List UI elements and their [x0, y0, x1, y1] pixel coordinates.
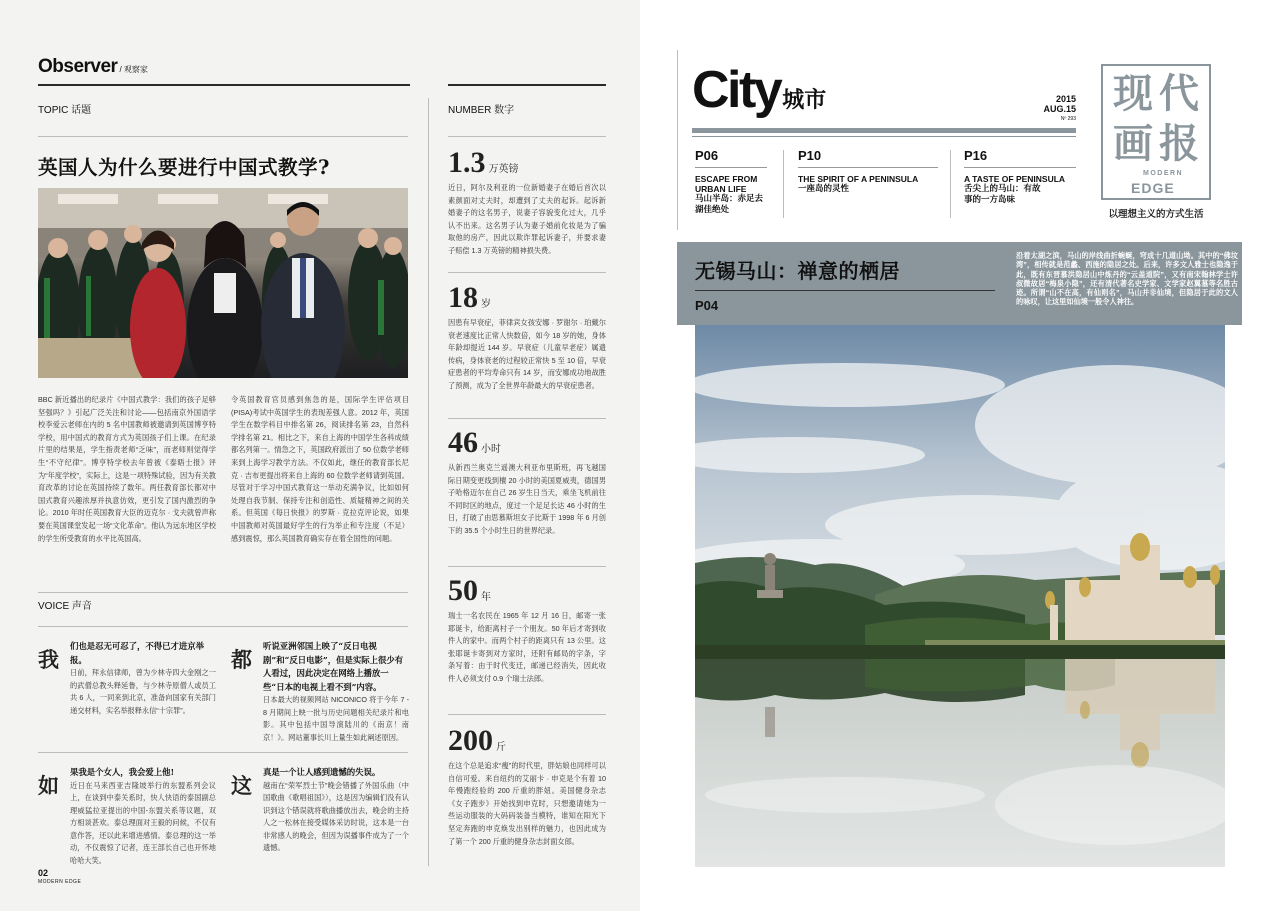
number-value: 50	[448, 574, 478, 607]
toc-title-en: A TASTE OF PENINSULA	[964, 174, 1066, 184]
toc-item-2[interactable]	[798, 148, 958, 195]
voice-initial-char: 我	[38, 647, 59, 672]
number-divider	[448, 714, 606, 715]
number-rule	[448, 136, 606, 137]
logo-tagline: 以理想主义的方式生活	[1108, 209, 1204, 220]
feature-description: 沿着太湖之滨，马山的岸线曲折蜿蜒，穹成十几道山坳。其中的“佛坟湾”，相传就是范蠡、西施的隐居之处。后来，许多文人雅士也隐逸于此，既有东晋慕洪隐居山中炼丹的“云盖道院”，又有南宋翰林学士许叔微故居“梅泉小隐”，还有清代著名史学家、文学家赵翼墓等名胜古迹。所谓“山不在高，有仙则名”，马山并非仙境，但隐居于此的文人的咏叹，让这里如仙境一般令人神往。	[1016, 251, 1238, 307]
number-value: 200	[448, 724, 493, 757]
number-unit: 小时	[481, 444, 501, 455]
number-item-3	[448, 426, 606, 538]
toc-title-cn: 舌尖上的马山：有故事的一方岛味	[964, 184, 1041, 205]
classroom-photo	[38, 188, 408, 378]
observer-brand: Observer	[38, 56, 118, 77]
issue-date: AUG.15	[1043, 104, 1076, 114]
issue-year: 2015	[1055, 94, 1076, 104]
voice-initial-char: 都	[231, 647, 252, 672]
voice-initial-char: 如	[38, 773, 59, 798]
number-unit: 岁	[481, 299, 491, 310]
classroom-illustration	[38, 188, 408, 378]
toc-title-cn: 一座岛的灵性	[798, 184, 850, 194]
voice-item-1	[38, 640, 216, 750]
number-item-5	[448, 724, 606, 848]
number-value: 1.3	[448, 146, 486, 179]
masthead-rule	[692, 128, 1076, 133]
number-unit: 万英镑	[488, 164, 519, 175]
voice-text: 近日在马来西亚吉隆坡举行的东盟系列会议上，在谈到中泰关系时，快人快语的泰国副总理威猛拉亚提出的中国-东盟关系等议题，双方相谈甚欢。泰总理面对王毅的问候，不仅有意作答，还以此来增进感情。泰总理的这一举动，不仅震惊了记者，连王部长自己也开怀地哈哈大笑。	[70, 780, 216, 866]
voice-text: 越南在“荣军烈士节”晚会错播了外国乐曲（中国歌曲《歌唱祖国》），这是因为编辑们没有认识到这个错误就将歌曲播放出去，晚会的主持人之一松林在接受媒体采访时说，这本是一台非常感人的晚会，但因为误播事件成为了一个遗憾。	[263, 780, 409, 853]
toc-title-cn: 马山半岛：赤足去湖佳绝处	[695, 194, 764, 215]
voice-quote: 们也是忍无可忍了，不得已才进京举报。	[70, 641, 204, 665]
number-text: 近日，阿尔及利亚的一位新婚妻子在婚后首次以素颜面对丈夫时，却遭到了丈夫的起诉。起诉新婚妻子的这名男子，说妻子容貌变化过大，几乎认不出来。这名男子认为妻子婚前化妆是为了骗取他的房产，因此以欺诈罪起诉妻子，并要求妻子赔偿 1.3 万英镑的精神损失费。	[448, 183, 606, 255]
voice-text: 日本最大的视频网站 NICONICO 将于今年 7 - 8 月期间上映一批与历史问题相关纪录片和电影。其中包括中国导演陆川的《南京！南京！》。网站董事长川上量生如此阐述原因。	[263, 695, 409, 742]
logo-char-1: 现	[1113, 70, 1153, 117]
number-unit: 年	[481, 592, 491, 603]
toc-item-1[interactable]	[695, 148, 815, 216]
issue-number: Nº 293	[1060, 116, 1076, 122]
topic-rule	[38, 136, 408, 137]
city-title: City	[692, 61, 781, 119]
logo-char-2: 代	[1159, 70, 1199, 117]
voice-text: 日前，拜永信律师，曾为少林寺四大金刚之一的武僧总教头释延鲁，与少林寺原僧人或员工共 6 人，一同来到北京，准备向国家有关部门递交材料，实名举报释永信“十宗罪”。	[70, 668, 216, 715]
voice-rule	[38, 626, 408, 627]
number-divider	[448, 272, 606, 273]
number-text: 因患有早衰症，菲律宾女孩安娜 · 罗谢尔 · 珀戴尔衰老速度比正常人快数倍，如今 18 岁的她，身体年龄却提近 144 岁。早衰症（儿童早老症）属遗传病，身体衰老的过程较正常快 5 至 10 倍，早衰症患者的平均寿命只有 14 岁，而安娜成功地战胜了预测，成为了全世界年龄最大的早衰症患者。	[448, 318, 606, 390]
topic-column-2: 令英国教育官员感到焦急的是，国际学生评估项目(PISA)考试中英国学生的表现差强人意。2012 年，英国学生在数学科目中排名第 26，阅读排名第 23，自然科学排名第 21。相比之下，来自上海的中国学生各科成绩都名列第一。情急之下，英国政府派出了 50 位数学老师来到上海学习教学方法。不仅如此，继任的教育部长尼克 · 吉布更提出将来自上海的 60 位数学老师请到英国。尽管对于学习中国式教育这一举动充满争议，比如如何处理自我节制、保持专注和创造性、质疑精神之间的关系。但英国《每日快报》的罗斯 · 克拉克评论说，如果中国教师对英国最好学生的行为举止和专注度（不足）感到震惊，那么英国教育确实存在着全国性的问题。	[231, 395, 409, 543]
feature-title: 无锡马山：禅意的栖居	[695, 261, 900, 283]
number-value: 46	[448, 426, 478, 459]
observer-brand-sub: / 观察家	[119, 65, 148, 74]
mashan-landscape-photo	[695, 325, 1225, 867]
right-page-edge-line	[677, 50, 678, 230]
toc-rule	[964, 167, 1076, 168]
toc-divider	[950, 150, 951, 218]
number-unit: 斤	[496, 742, 506, 753]
modern-edge-logo	[1101, 64, 1211, 200]
number-text: 在这个总是追求“瘦”的时代里，胖姑娘也同样可以自信可爱。来自纽约的艾丽卡 · 申克是个有着 10 年慢跑经验的 200 斤重的胖妞。美国健身杂志《女子跑步》开始找到申克时，只想邀请她为一些运动服装的大码码装备当模特，谁知在阳光下坚定奔跑的申克焕发出别样的魅力，也因此成为了第一个 200 斤重的健身杂志封面女郎。	[448, 761, 606, 846]
toc-divider	[783, 150, 784, 218]
right-page	[640, 0, 1280, 911]
toc-item-3[interactable]	[964, 148, 1084, 206]
toc-page: P10	[798, 148, 822, 163]
topic-section-label: TOPIC 话题	[38, 105, 92, 116]
footer-publication: MODERN EDGE	[38, 879, 82, 885]
topic-headline: 英国人为什么要进行中国式教学?	[38, 156, 330, 179]
issue-info	[1020, 94, 1076, 124]
header-rule-right	[448, 84, 606, 86]
voice-rule-mid	[38, 752, 408, 753]
number-divider	[448, 418, 606, 419]
number-text: 瑞士一名农民在 1965 年 12 月 16 日，邮寄一张耶诞卡，给距离村子一个朋友。50 年后才寄到收件人的家中。而两个村子的距离只有 13 公里。这张耶诞卡寄到对方家时，还附有邮局的字条，字条写着：由于时代变迁，邮递已经消失，因此收件人必须支付 0.9 个瑞士法郎。	[448, 611, 606, 683]
toc-page: P16	[964, 148, 988, 163]
number-section-label: NUMBER 数字	[448, 105, 515, 116]
logo-en-top: MODERN	[1143, 170, 1184, 177]
voice-initial-char: 这	[231, 773, 252, 798]
voice-quote: 果我是个女人，我会爱上他!	[70, 767, 175, 777]
number-text: 从新西兰奥克兰遥澳大利亚布里斯班，再飞越国际日期变更线到檀 20 小时的美国夏威夷，德国男子哈格迈尔在自己 26 岁生日当天，乘坐飞机前往不同时区的地点，度过一个足足长达 46 小时的生日，打破了由思慕斯坦女子比斯于 1998 年 6 月创下的 35.5 个小时生日的世界纪录。	[448, 463, 606, 535]
column-divider	[428, 98, 429, 866]
header-rule	[38, 84, 410, 86]
voice-item-3	[38, 766, 216, 866]
feature-title-rule	[695, 290, 995, 291]
number-value: 18	[448, 281, 478, 314]
number-item-4	[448, 574, 606, 686]
voice-quote: 真是一个让人感到遗憾的失误。	[263, 767, 381, 777]
page-number: 02	[38, 868, 49, 878]
voice-quote: 听说亚洲邻国上映了“反日电视剧”和“反日电影”，但是实际上很少有人看过，因此决定在网络上播放一些“日本的电视上看不到”内容。	[263, 641, 404, 692]
landscape-illustration	[695, 325, 1225, 867]
logo-en-bottom: EDGE	[1131, 180, 1175, 196]
logo-char-4: 报	[1159, 120, 1199, 167]
toc-title-en: THE SPIRIT OF A PENINSULA	[798, 174, 919, 184]
number-item-1	[448, 146, 606, 258]
number-item-2	[448, 281, 606, 393]
city-title-cn: 城市	[782, 87, 827, 112]
voice-item-2	[231, 640, 409, 750]
topic-column-1: BBC 新近播出的纪录片《中国式教学：我们的孩子足够坚强吗？》引起广泛关注和讨论——包括南京外国语学校李爱云老师在内的 5 名中国教师被邀请到英国博亨特学校，用中国式的教育方式为英国孩子们上课。在纪录片里的结果是，学生指责老师“乏味”，而老师则觉得学生“不守纪律”。博亨特学校去年曾被《泰晤士报》评为“年度学校”，实际上，这是一项特殊试验，因为有关教育改革的讨论在英国持续了数年。两任教育部长都对中国式教育兴趣浓厚并执意仿效，更引发了国内激烈的争论。2010 年时任英国教育大臣的迈克尔 · 戈夫就曾声称要在英国课堂发起一场“文化革命”。他认为远东地区学校的学生所受教育的水平比英国高。	[38, 395, 216, 543]
toc-rule	[798, 167, 938, 168]
city-masthead	[692, 60, 826, 120]
voice-rule-top	[38, 592, 408, 593]
voice-item-4	[231, 766, 409, 866]
observer-header	[38, 56, 148, 78]
logo-char-3: 画	[1113, 120, 1153, 167]
voice-section-label: VOICE 声音	[38, 601, 92, 612]
toc-page: P06	[695, 148, 719, 163]
feature-page: P04	[695, 298, 719, 313]
toc-title-en: ESCAPE FROM URBAN LIFE	[695, 174, 758, 194]
masthead-rule-thin	[692, 136, 1076, 137]
number-divider	[448, 566, 606, 567]
toc-rule	[695, 167, 767, 168]
